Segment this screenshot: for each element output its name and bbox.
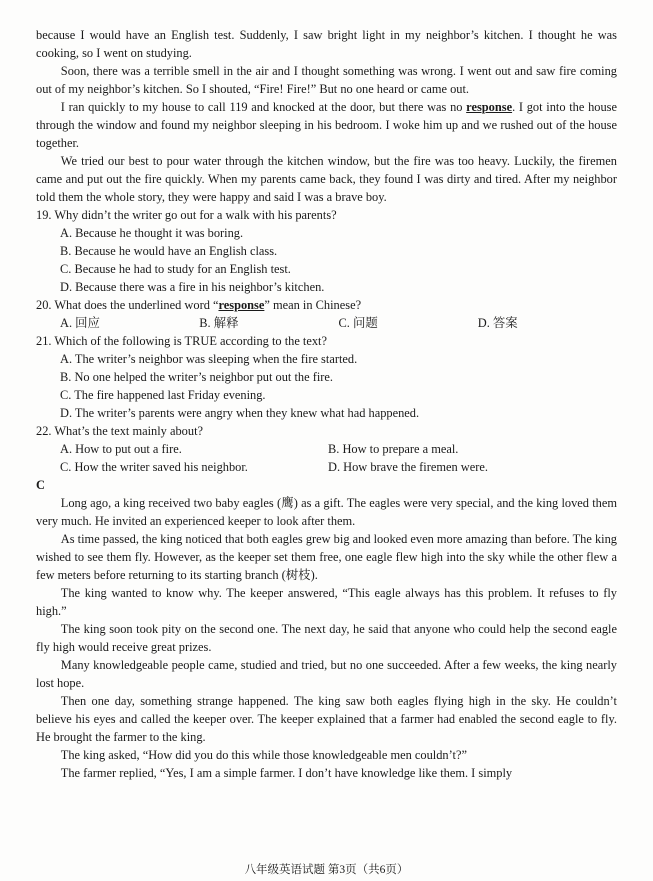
underlined-word-response: response [466, 100, 513, 114]
question-21-option-d: D. The writer’s parents were angry when they knew what had happened. [60, 406, 420, 420]
question-21-option-c: C. The fire happened last Friday evening. [60, 388, 266, 402]
question-19-stem: 19. Why didn’t the writer go out for a walk with his parents? [36, 208, 337, 222]
question-22-option-c: C. How the writer saved his neighbor. [60, 460, 248, 474]
passage-c-paragraph-6: Then one day, something strange happened. The king saw both eagles flying high in the sky. He couldn’t believe his eyes and called the keeper over. The keeper explained that a farmer had enabled the second eagle to fly. He brought the farmer to the king. [36, 694, 617, 744]
question-22-stem: 22. What’s the text mainly about? [36, 424, 204, 438]
passage-b-paragraph-2: Soon, there was a terrible smell in the air and I thought something was wrong. I went out and saw fire coming out of my neighbor’s kitchen. So I shouted, “Fire! Fire!” But no one heard or came out. [36, 64, 617, 96]
question-22-options-row-1 [36, 440, 617, 458]
page-content [36, 26, 617, 782]
question-22-option-a: A. How to put out a fire. [60, 442, 182, 456]
passage-c-paragraph-5: Many knowledgeable people came, studied and tried, but no one succeeded. After a few weeks, the king nearly lost hope. [36, 658, 617, 690]
passage-c-paragraph-1: Long ago, a king received two baby eagles (鹰) as a gift. The eagles were very special, and the king loved them very much. He invited an experienced keeper to look after them. [36, 496, 617, 528]
question-21-stem: 21. Which of the following is TRUE according to the text? [36, 334, 328, 348]
page-footer: 八年级英语试题 第3页（共6页） [244, 864, 409, 876]
question-20-option-d: D. 答案 [477, 316, 518, 330]
passage-c-paragraph-4: The king soon took pity on the second one. The next day, he said that anyone who could help the second eagle fly high would receive great prizes. [36, 622, 617, 654]
passage-c-paragraph-7: The king asked, “How did you do this while those knowledgeable men couldn’t?” [60, 748, 467, 762]
q20-underlined-word: response [218, 298, 265, 312]
question-19-option-c: C. Because he had to study for an English test. [60, 262, 291, 276]
question-20-option-a: A. 回应 [60, 316, 100, 330]
question-21-option-a: A. The writer’s neighbor was sleeping when the fire started. [60, 352, 358, 366]
question-19-option-d: D. Because there was a fire in his neighbor’s kitchen. [60, 280, 325, 294]
passage-c-paragraph-2: As time passed, the king noticed that both eagles grew big and looked even more amazing than before. The king wished to see them fly. However, as the keeper set them free, one eagle flew high into the sky while the other flew a few meters before returning to its starting branch (树枝). [36, 532, 617, 582]
passage-c-paragraph-3: The king wanted to know why. The keeper answered, “This eagle always has this problem. It refuses to fly high.” [36, 586, 617, 618]
passage-b-paragraph-continued: because I would have an English test. Suddenly, I saw bright light in my neighbor’s kitchen. I thought he was cooking, so I went on studying. [36, 28, 617, 60]
question-22-option-d: D. How brave the firemen were. [328, 460, 488, 474]
passage-c-title: C [36, 478, 45, 492]
question-19-option-b: B. Because he would have an English class. [60, 244, 278, 258]
question-22-options-row-2 [36, 458, 617, 476]
question-20-stem [36, 296, 617, 314]
p3-text-after: . I got into the house through the window and found my neighbor sleeping in his bedroom. I woke him up and we rushed out of the house together. [36, 100, 617, 150]
q20-stem-before: 20. What does the underlined word “ [36, 298, 219, 312]
question-19-option-a: A. Because he thought it was boring. [60, 226, 244, 240]
passage-c-paragraph-8: The farmer replied, “Yes, I am a simple farmer. I don’t have knowledge like them. I simply [60, 766, 513, 780]
question-21-option-b: B. No one helped the writer’s neighbor put out the fire. [60, 370, 333, 384]
question-20-option-c: C. 问题 [338, 316, 378, 330]
question-20-option-b: B. 解释 [199, 316, 239, 330]
passage-b-paragraph-3 [36, 98, 617, 152]
passage-b-paragraph-4: We tried our best to pour water through the kitchen window, but the fire was too heavy. Luckily, the firemen came and put out the fire quickly. When my parents came back, they found I was dirty and tired. After my neighbor told them the whole story, they were happy and said I was a brave boy. [36, 154, 617, 204]
question-22-option-b: B. How to prepare a meal. [328, 442, 459, 456]
q20-stem-after: ” mean in Chinese? [264, 298, 362, 312]
question-20-options [36, 314, 617, 332]
p3-text-before: I ran quickly to my house to call 119 and knocked at the door, but there was no [60, 100, 467, 114]
